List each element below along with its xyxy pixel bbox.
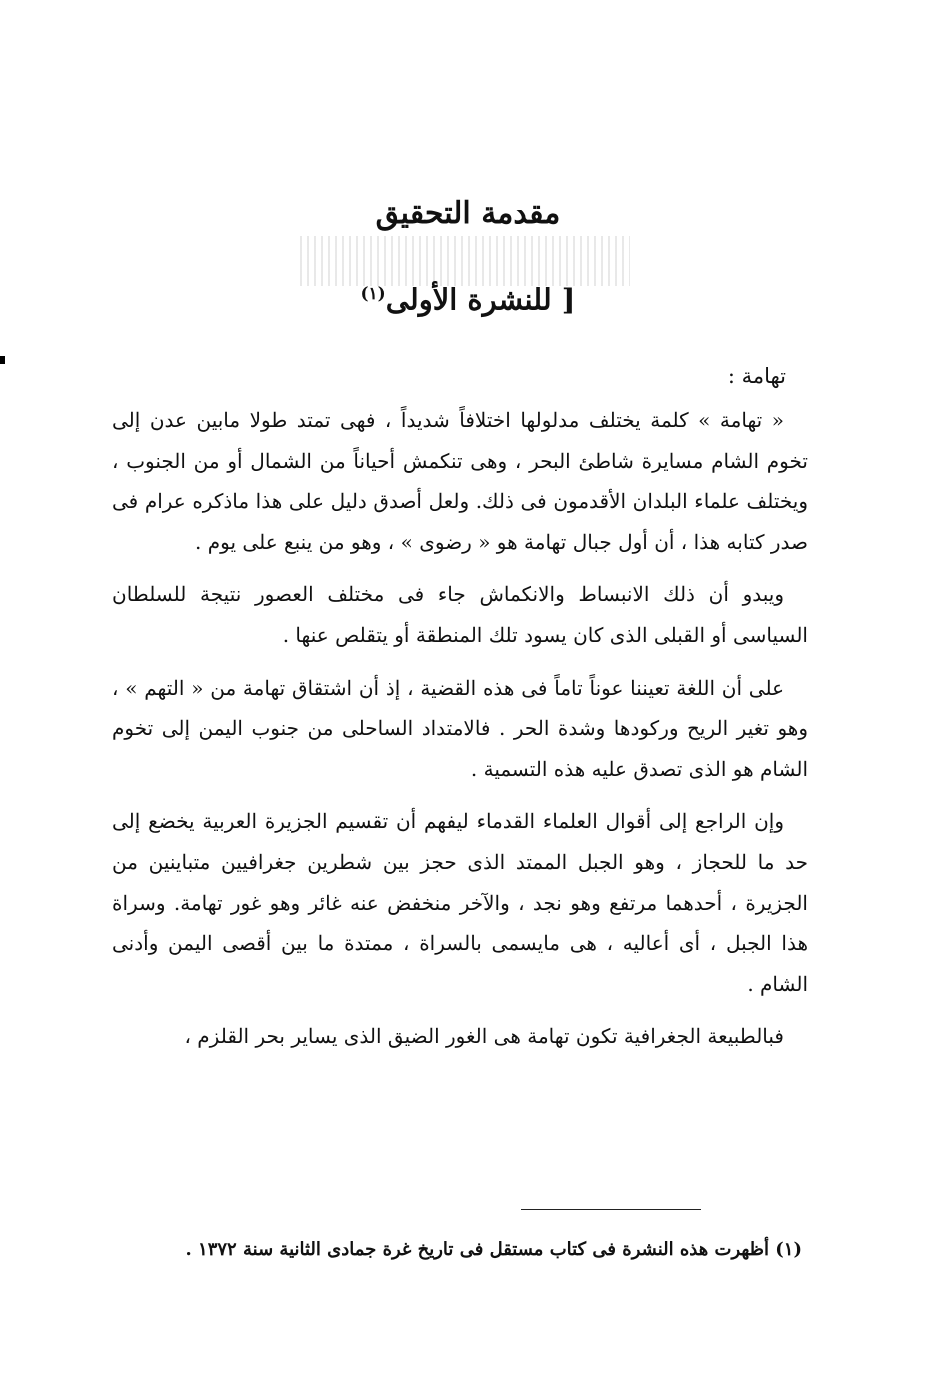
- footnote-reference: (١): [360, 284, 386, 304]
- paragraph: فبالطبيعة الجغرافية تكون تهامة هى الغور الضيق الذى يساير بحر القلزم ،: [184, 1024, 784, 1049]
- scan-edge-mark: [0, 356, 5, 364]
- footnote: (١) أظهرت هذه النشرة فى كتاب مستقل فى تاريخ غرة جمادى الثانية سنة ١٣٧٢ .: [185, 1239, 802, 1260]
- paragraph: « تهامة » كلمة يختلف مدلولها اختلافاً شديداً ، فهى تمتد طولا مابين عدن إلى تخوم الشام مسايرة شاطئ البحر ، وهى تنكمش أحياناً من الشمال أو من الجنوب ، ويختلف علماء البلدان الأقدمون فى ذلك. ولعل أصدق دليل على هذا ماذكره عرام فى صدر كتابه هذا ، أن أول جبال تهامة هو « رضوى » ، وهو من ينبع على يوم .: [112, 408, 808, 554]
- page-subtitle: [0, 272, 936, 322]
- paragraph: ويبدو أن ذلك الانبساط والانكماش جاء فى مختلف العصور نتيجة للسلطان السياسى أو القبلى الذى كان يسود تلك المنطقة أو يتقلص عنها .: [112, 582, 808, 647]
- paragraph: على أن اللغة تعيننا عوناً تاماً فى هذه القضية ، إذ أن اشتقاق تهامة من « التهم » ، وهو تغير الريح وركودها وشدة الحر . فالامتداد الساحلى من جنوب اليمن إلى تخوم الشام هو الذى تصدق عليه هذه التسمية .: [112, 675, 808, 781]
- section-heading: تهامة :: [727, 364, 786, 388]
- footnote-divider: [521, 1209, 701, 1210]
- page-title: مقدمة التحقيق: [375, 196, 561, 231]
- body-text: [112, 400, 808, 1069]
- paragraph: وإن الراجع إلى أقوال العلماء القدماء ليفهم أن تقسيم الجزيرة العربية يخضع إلى حد ما للحجاز ، وهو الجبل الممتد الذى حجز بين شطرين جغرافيين متباينين من الجزيرة ، أحدهما مرتفع وهو نجد ، والآخر منخفض عنه غائر وهو غور تهامة. وسراة هذا الجبل ، أى أعاليه ، هى مايسمى بالسراة ، ممتدة ما بين أقصى اليمن وأدنى الشام .: [112, 809, 808, 996]
- subtitle-text: [ للنشرة الأولى: [385, 282, 576, 317]
